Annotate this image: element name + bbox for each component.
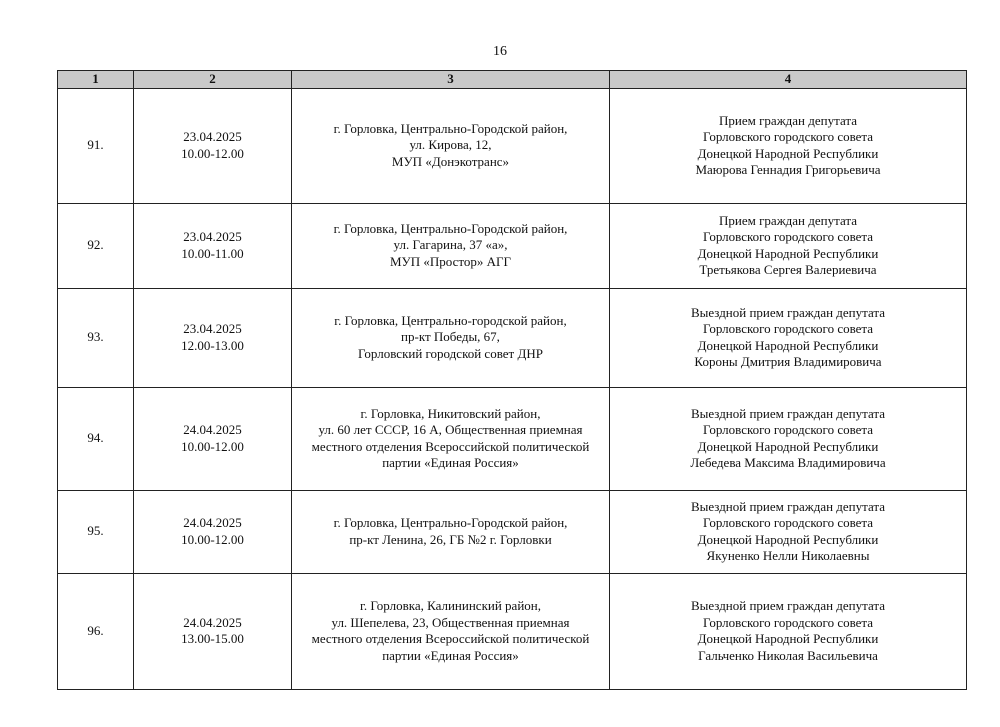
row-number-cell: 92. (58, 203, 134, 288)
table-row (58, 288, 967, 387)
row-number-cell: 91. (58, 88, 134, 203)
datetime-cell: 23.04.2025 10.00-11.00 (134, 203, 292, 288)
row-number-cell: 94. (58, 387, 134, 490)
place-cell: г. Горловка, Калининский район, ул. Шепелева, 23, Общественная приемная местного отделения Всероссийской политической партии «Единая Россия» (292, 573, 610, 689)
event-cell: Прием граждан депутата Горловского городского совета Донецкой Народной Республики Третьякова Сергея Валериевича (610, 203, 967, 288)
table-header-row (58, 71, 967, 89)
column-header-place: 3 (292, 71, 610, 89)
place-cell: г. Горловка, Центрально-Городской район, ул. Гагарина, 37 «а», МУП «Простор» АГГ (292, 203, 610, 288)
table-row (58, 203, 967, 288)
schedule-table (57, 70, 967, 690)
page-number: 16 (493, 44, 507, 59)
datetime-cell: 24.04.2025 13.00-15.00 (134, 573, 292, 689)
datetime-cell: 24.04.2025 10.00-12.00 (134, 387, 292, 490)
column-header-datetime: 2 (134, 71, 292, 89)
place-cell: г. Горловка, Центрально-Городской район, ул. Кирова, 12, МУП «Донэкотранс» (292, 88, 610, 203)
row-number-cell: 93. (58, 288, 134, 387)
event-cell: Выездной прием граждан депутата Горловского городского совета Донецкой Народной Республики Лебедева Максима Владимировича (610, 387, 967, 490)
datetime-cell: 23.04.2025 12.00-13.00 (134, 288, 292, 387)
table-row (58, 387, 967, 490)
place-cell: г. Горловка, Центрально-городской район, пр-кт Победы, 67, Горловский городской совет ДНР (292, 288, 610, 387)
place-cell: г. Горловка, Центрально-Городской район, пр-кт Ленина, 26, ГБ №2 г. Горловки (292, 490, 610, 573)
event-cell: Выездной прием граждан депутата Горловского городского совета Донецкой Народной Республики Гальченко Николая Васильевича (610, 573, 967, 689)
table-row (58, 490, 967, 573)
place-cell: г. Горловка, Никитовский район, ул. 60 лет СССР, 16 А, Общественная приемная местного отделения Всероссийской политической партии «Единая Россия» (292, 387, 610, 490)
row-number-cell: 96. (58, 573, 134, 689)
column-header-number: 1 (58, 71, 134, 89)
event-cell: Прием граждан депутата Горловского городского совета Донецкой Народной Республики Маюрова Геннадия Григорьевича (610, 88, 967, 203)
column-header-event: 4 (610, 71, 967, 89)
datetime-cell: 24.04.2025 10.00-12.00 (134, 490, 292, 573)
event-cell: Выездной прием граждан депутата Горловского городского совета Донецкой Народной Республики Короны Дмитрия Владимировича (610, 288, 967, 387)
table-row (58, 573, 967, 689)
row-number-cell: 95. (58, 490, 134, 573)
table-row (58, 88, 967, 203)
event-cell: Выездной прием граждан депутата Горловского городского совета Донецкой Народной Республики Якуненко Нелли Николаевны (610, 490, 967, 573)
datetime-cell: 23.04.2025 10.00-12.00 (134, 88, 292, 203)
